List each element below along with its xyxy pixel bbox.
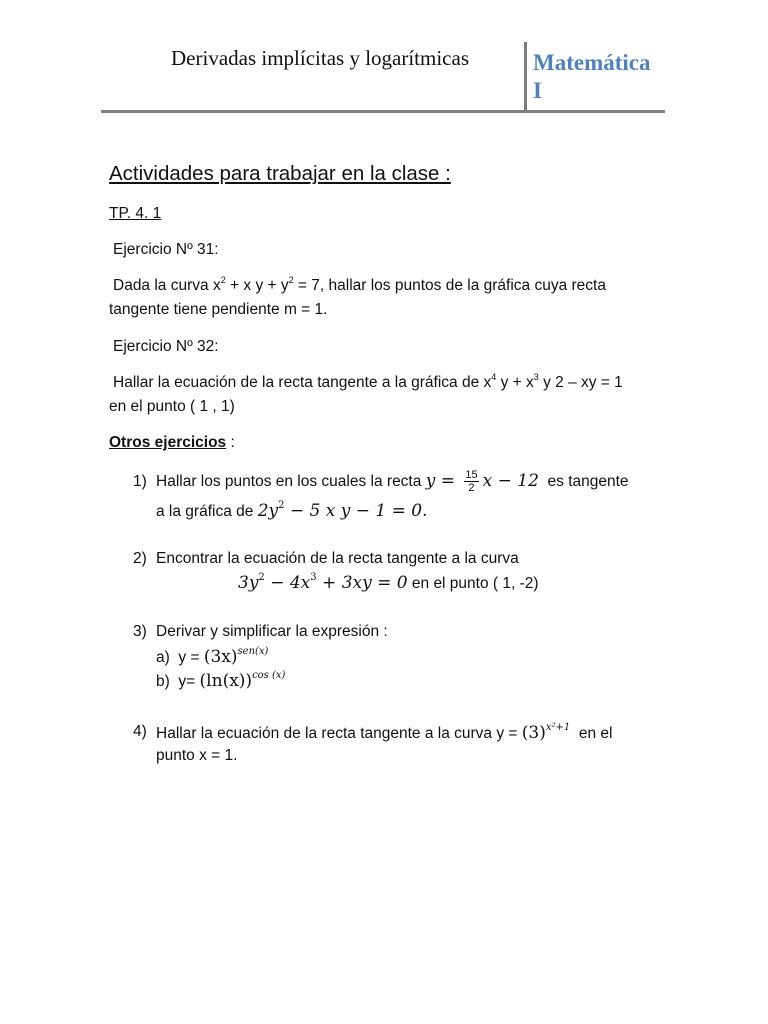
- item-1-line1: Hallar los puntos en los cuales la recta y = $\frac{15}{2}$ x − 12 es tangente: [156, 469, 629, 495]
- fraction-15-2: $\frac{15}{2}$: [465, 469, 478, 495]
- item-2-number: 2): [133, 550, 147, 567]
- exercise-31-title: Ejercicio Nº 31:: [113, 241, 219, 258]
- exercise-32-title: Ejercicio Nº 32:: [113, 338, 219, 355]
- section-title: Actividades para trabajar en la clase :: [109, 162, 451, 185]
- header-separator: [524, 42, 527, 112]
- exercise-31-line2: tangente tiene pendiente m = 1.: [109, 301, 328, 318]
- item-2-equation: $3y^2 - 4x^3 + 3xy = 0$ en el punto ( 1, -2): [238, 572, 539, 593]
- exercise-32-line2: en el punto ( 1 , 1): [109, 398, 235, 415]
- header-rule: [101, 110, 665, 113]
- item-1-number: 1): [133, 473, 147, 490]
- document-title: Derivadas implícitas y logarítmicas: [171, 46, 469, 70]
- item-4-line2: punto x = 1.: [156, 747, 238, 764]
- course-name: Matemática I: [533, 50, 651, 103]
- item-1-line2: a la gráfica de $2y^2 - 5$ x y − 1 = 0.: [156, 500, 428, 521]
- exercise-31-line1: Dada la curva $x^2 + x$ $y + y^2 = 7$, hallar los puntos de la gráfica cuya recta: [113, 275, 606, 294]
- item-2-line1: Encontrar la ecuación de la recta tangente a la curva: [156, 550, 519, 567]
- item-3-line1: Derivar y simplificar la expresión :: [156, 623, 388, 640]
- item-4-line1: Hallar la ecuación de la recta tangente a la curva $y = (3)^{x^2+1}$ en el: [156, 722, 613, 743]
- item-3-part-a: a) $y = (3x)^{sen(x)}$: [156, 646, 269, 667]
- tp-label: TP. 4. 1: [109, 205, 162, 222]
- item-3-number: 3): [133, 623, 147, 640]
- otros-ejercicios-heading: Otros ejercicios :: [109, 434, 235, 451]
- exercise-32-line1: Hallar la ecuación de la recta tangente a la gráfica de $x^4$ $y + x^3$ y 2 – xy = 1: [113, 372, 623, 391]
- item-4-number: 4): [133, 723, 147, 740]
- item-3-part-b: b) $y= (\ln(x))^{cos (x)}$: [156, 670, 286, 691]
